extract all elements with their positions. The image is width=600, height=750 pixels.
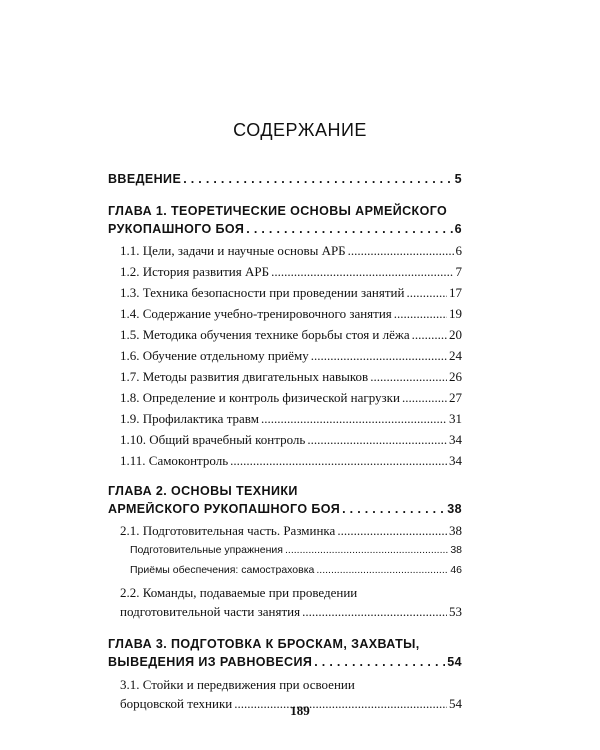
dot-leader [302, 604, 447, 620]
toc-entry-title-line1: ГЛАВА 3. ПОДГОТОВКА К БРОСКАМ, ЗАХВАТЫ, [108, 637, 420, 651]
dot-leader [230, 453, 447, 469]
dot-leader [307, 432, 447, 448]
toc-page-number: 5 [454, 172, 462, 186]
toc-entry-title: 1.11. Самоконтроль [120, 453, 229, 468]
toc-entry-title: 2.1. Подготовительная часть. Разминка [120, 523, 336, 538]
toc-entry-2-2[interactable] [120, 585, 462, 624]
toc-entry-chapter-3[interactable] [108, 637, 462, 675]
toc-page-number: 7 [455, 264, 462, 279]
toc-entry-title: 1.7. Методы развития двигательных навыков [120, 369, 369, 384]
toc-entry-title-line2: АРМЕЙСКОГО РУКОПАШНОГО БОЯ [108, 502, 341, 516]
toc-entry-title: 1.4. Содержание учебно-тренировочного занятия [120, 306, 392, 321]
toc-entry-title-line1: ГЛАВА 2. ОСНОВЫ ТЕХНИКИ [108, 484, 298, 498]
toc-entry-chapter-1[interactable] [108, 204, 462, 240]
dot-leader [285, 544, 448, 556]
dot-leader [246, 222, 452, 236]
toc-entry-title-line2-row [108, 655, 462, 675]
toc-entry-title-line2: подготовительной части занятия [120, 604, 301, 619]
toc-entry-1-7[interactable] [120, 369, 462, 390]
toc-page-number: 53 [449, 604, 462, 619]
toc-entry-title: 1.2. История развития АРБ [120, 264, 270, 279]
toc-entry-1-10[interactable] [120, 432, 462, 453]
dot-leader [311, 348, 447, 364]
dot-leader [402, 390, 447, 406]
toc-entry-title: 1.8. Определение и контроль физической нагрузки [120, 390, 400, 405]
toc-page-number: 38 [450, 544, 462, 556]
dot-leader [412, 327, 447, 343]
toc-page-number: 17 [449, 285, 462, 300]
toc-entry-1-8[interactable] [120, 390, 462, 411]
toc-page-number: 24 [449, 348, 462, 363]
page-number: 189 [290, 703, 310, 718]
toc-page-number: 31 [449, 411, 462, 426]
toc-page-number: 46 [450, 564, 462, 576]
toc-entry-title-line2: ВЫВЕДЕНИЯ ИЗ РАВНОВЕСИЯ [108, 655, 313, 669]
dot-leader [261, 411, 447, 427]
toc-page-number: 20 [449, 327, 462, 342]
toc-page-number: 34 [449, 453, 462, 468]
toc-page-number: 27 [449, 390, 462, 405]
table-of-contents [108, 172, 462, 716]
toc-entry-title: Подготовительные упражнения [130, 544, 283, 556]
toc-entry-title-line2: РУКОПАШНОГО БОЯ [108, 222, 245, 236]
toc-entry-title: 1.1. Цели, задачи и научные основы АРБ [120, 243, 346, 258]
toc-entry-title-line1: 2.2. Команды, подаваемые при проведении [120, 585, 358, 600]
dot-leader [314, 655, 445, 669]
toc-entry-title-line1: 3.1. Стойки и передвижения при освоении [120, 677, 355, 692]
toc-entry-introduction[interactable] [108, 172, 462, 192]
dot-leader [316, 564, 448, 576]
toc-entry-title: 1.6. Обучение отдельному приёму [120, 348, 309, 363]
dot-leader [183, 172, 452, 186]
toc-entry-1-4[interactable] [120, 306, 462, 327]
toc-page-number: 6 [454, 222, 462, 236]
toc-entry-title: 1.3. Техника безопасности при проведении занятий [120, 285, 405, 300]
page-title: СОДЕРЖАНИЕ [233, 120, 367, 140]
toc-entry-1-1[interactable] [120, 243, 462, 264]
dot-leader [370, 369, 447, 385]
toc-entry-title-line2: борцовской техники [120, 696, 233, 711]
toc-entry-title: ВВЕДЕНИЕ [108, 172, 182, 186]
toc-page-number: 54 [447, 655, 462, 669]
toc-entry-1-6[interactable] [120, 348, 462, 369]
toc-entry-1-2[interactable] [120, 264, 462, 285]
toc-entry-1-5[interactable] [120, 327, 462, 348]
toc-page-number: 6 [455, 243, 462, 258]
dot-leader [348, 243, 454, 259]
dot-leader [394, 306, 447, 322]
toc-entry-2-1[interactable] [120, 523, 462, 544]
toc-entry-title: 1.5. Методика обучения технике борьбы стоя и лёжа [120, 327, 410, 342]
toc-entry-title: 1.10. Общий врачебный контроль [120, 432, 306, 447]
dot-leader [337, 523, 447, 539]
toc-entry-title-line2-row [108, 502, 462, 521]
toc-page-number: 26 [449, 369, 462, 384]
toc-entry-2-1-a[interactable] [130, 544, 462, 564]
toc-entry-chapter-2[interactable] [108, 484, 462, 521]
dot-leader [342, 502, 445, 516]
toc-entry-1-3[interactable] [120, 285, 462, 306]
toc-entry-title: Приёмы обеспечения: самостраховка [130, 564, 315, 576]
toc-entry-1-11[interactable] [120, 453, 462, 474]
toc-entry-title: 1.9. Профилактика травм [120, 411, 259, 426]
toc-page-number: 38 [447, 502, 462, 516]
dot-leader [406, 285, 447, 301]
toc-page-number: 19 [449, 306, 462, 321]
toc-page-number: 54 [449, 696, 462, 711]
toc-entry-title-line2-row [108, 222, 462, 240]
toc-entry-title-line1: ГЛАВА 1. ТЕОРЕТИЧЕСКИЕ ОСНОВЫ АРМЕЙСКОГО [108, 204, 448, 218]
dot-leader [271, 264, 453, 280]
toc-entry-1-9[interactable] [120, 411, 462, 432]
toc-entry-title-line2-row [120, 604, 462, 624]
toc-page-number: 34 [449, 432, 462, 447]
toc-entry-2-1-b[interactable] [130, 564, 462, 585]
toc-page-number: 38 [449, 523, 462, 538]
